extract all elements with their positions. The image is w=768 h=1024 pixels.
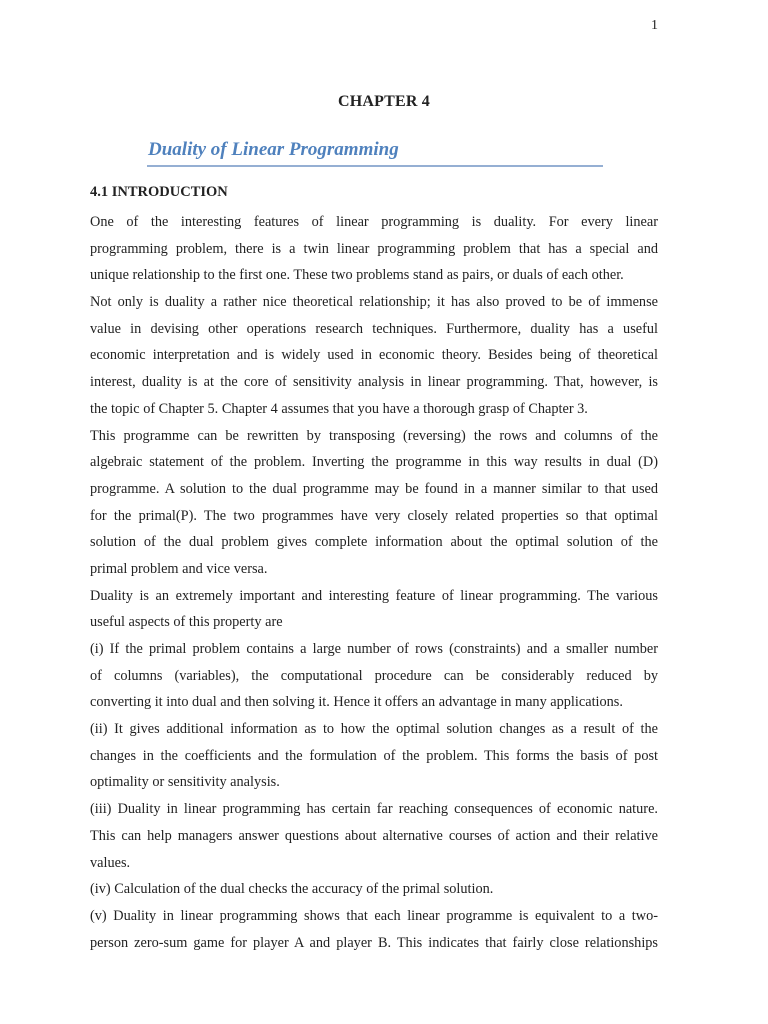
text-line: interest, duality is at the core of sensitivity analysis in linear programming. That, however, is — [90, 374, 658, 391]
text-line: One of the interesting features of linear programming is duality. For every linear — [90, 214, 658, 230]
text-line: useful aspects of this property are — [90, 614, 283, 631]
text-line: (iv) Calculation of the dual checks the accuracy of the primal solution. — [90, 881, 494, 898]
body-text — [90, 209, 658, 956]
text-line: unique relationship to the first one. These two problems stand as pairs, or duals of each other. — [90, 267, 624, 284]
text-line: (i) If the primal problem contains a large number of rows (constraints) and a smaller number — [90, 641, 658, 657]
text-line: values. — [90, 854, 131, 871]
text-line: This can help managers answer questions about alternative courses of action and their relative — [90, 827, 658, 844]
text-line: (ii) It gives additional information as to how the optimal solution changes as a result of the — [90, 721, 658, 738]
text-line: optimality or sensitivity analysis. — [90, 774, 280, 791]
text-line: programme. A solution to the dual programme may be found in a manner similar to that used — [90, 480, 658, 497]
title-underline — [147, 165, 603, 167]
text-line: for the primal(P). The two programmes have very closely related properties so that optimal — [90, 507, 658, 524]
text-line: Not only is duality a rather nice theoretical relationship; it has also proved to be of immense — [90, 294, 658, 311]
text-line: the topic of Chapter 5. Chapter 4 assumes that you have a thorough grasp of Chapter 3. — [90, 400, 588, 417]
text-line: (v) Duality in linear programming shows that each linear programme is equivalent to a two- — [90, 907, 658, 924]
text-line: programming problem, there is a twin linear programming problem that has a special and — [90, 240, 658, 257]
text-line: solution of the dual problem gives complete information about the optimal solution of the — [90, 534, 658, 551]
text-line: primal problem and vice versa. — [90, 560, 268, 577]
section-heading: 4.1 INTRODUCTION — [90, 184, 228, 200]
text-line: value in devising other operations research techniques. Furthermore, duality has a useful — [90, 320, 658, 337]
text-line: Duality is an extremely important and interesting feature of linear programming. The various — [90, 587, 658, 604]
text-line: person zero-sum game for player A and player B. This indicates that fairly close relationships — [90, 934, 658, 951]
text-line: This programme can be rewritten by transposing (reversing) the rows and columns of the — [90, 427, 658, 444]
page-number: 1 — [651, 18, 658, 33]
text-line: of columns (variables), the computational procedure can be considerably reduced by — [90, 667, 658, 684]
text-line: economic interpretation and is widely used in economic theory. Besides being of theoretical — [90, 347, 658, 364]
text-line: (iii) Duality in linear programming has certain far reaching consequences of economic nature. — [90, 801, 658, 818]
text-line: algebraic statement of the problem. Inverting the programme in this way results in dual (D) — [90, 454, 658, 471]
text-line: converting it into dual and then solving it. Hence it offers an advantage in many applications. — [90, 694, 623, 711]
text-line: changes in the coefficients and the formulation of the problem. This forms the basis of post — [90, 747, 658, 764]
chapter-title: Duality of Linear Programming — [148, 139, 399, 160]
chapter-heading: CHAPTER 4 — [337, 93, 431, 110]
